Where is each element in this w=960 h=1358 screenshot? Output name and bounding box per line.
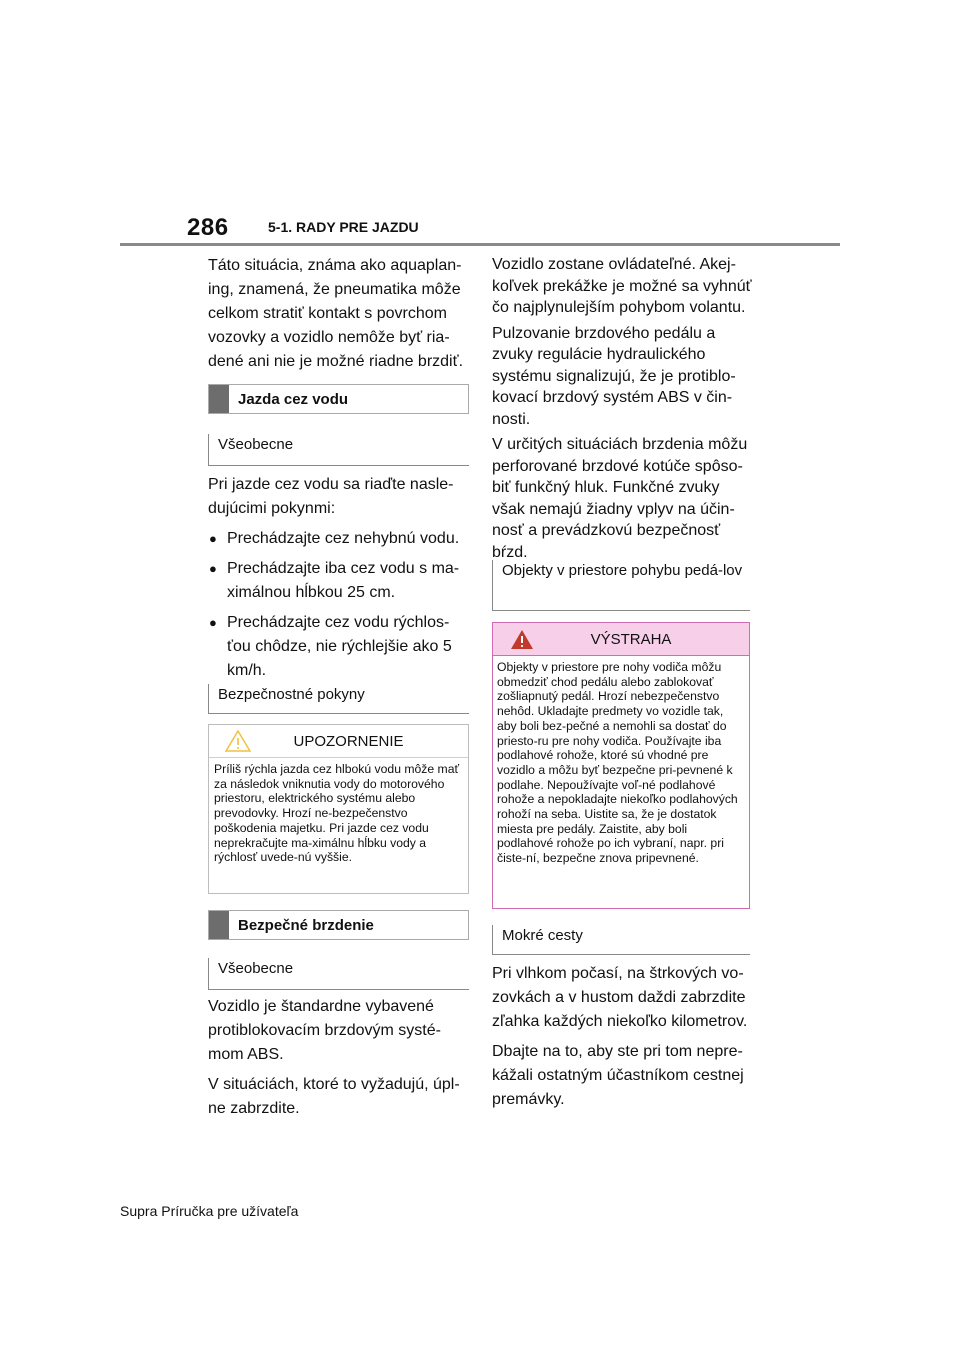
header-divider (120, 243, 840, 246)
heading-marker (209, 385, 229, 413)
notice-title: UPOZORNENIE (293, 732, 404, 750)
water-section (208, 473, 468, 689)
notice-text: Príliš rýchla jazda cez hlbokú vodu môže mať za následok vniknutia vody do motorového priestoru, elektrického systému alebo prevodovky. Hrozí ne-bezpečenstvo poškodenia majetku. Pri jazde cez vodu neprekračujte ma-ximálnu hĺbku vody a rýchlosť uvede-nú vyššie. (214, 762, 460, 865)
warning-text: Objekty v priestore pre nohy vodiča môžu obmedziť chod pedálu alebo zablokovať zošliapnutý pedál. Hrozí nebezpečenstvo nehôd. Ukladajte predmety vo vozidle tak, aby boli bez-pečné a nemohli sa dostať do priesto-ru pre nohy vodiča. Používajte iba podlahové rohože, ktoré sú vhodné pre vozidlo a môžu byť bezpečne pri-pevnené k podlahe. Nepoužívajte voľ-né podlahové rohože a nepokladajte niekoľko podlahových rohoží na seba. Uistite sa, že je dostatok miesta pre pedály. Zaistite, aby boli podlahové rohože po ich vybraní, napr. pri čiste-ní, bezpečne znova pripevnené. (497, 660, 738, 866)
right-paragraph-3: V určitých situáciách brzdenia môžu perforované brzdové kotúče spôso-biť funkčný hluk. Funkčné zvuky však nemajú žiadny vplyv na účin-nosť a prevádzkovú bezpečnosť bŕzd. (492, 436, 748, 561)
subheading-general-1 (208, 434, 469, 466)
right-paragraph-2: Pulzovanie brzdového pedálu a zvuky regulácie hydraulického systému signalizujú, že je protiblo-kovací brzdový systém ABS v čin-nosti. (492, 324, 736, 428)
braking-paragraph-2: V situáciách, ktoré to vyžadujú, úpl-ne zabrzdite. (208, 1076, 460, 1117)
subheading-general-1-label: Všeobecne (218, 436, 294, 453)
warning-title: VÝSTRAHA (590, 630, 672, 648)
notice-header (209, 725, 468, 758)
subheading-wet-roads (492, 925, 750, 955)
heading-marker (209, 911, 229, 939)
footer-title: Supra Príručka pre užívateľa (120, 1203, 299, 1219)
section-title: 5-1. RADY PRE JAZDU (268, 219, 419, 235)
water-instructions-list (208, 527, 468, 683)
list-item: ● Prechádzajte cez nehybnú vodu. (208, 527, 468, 551)
warning-triangle-icon (510, 629, 534, 650)
left-column (208, 254, 468, 380)
subheading-pedal-objects (492, 560, 750, 611)
page-number: 286 (187, 214, 229, 241)
caution-triangle-icon (225, 730, 251, 752)
heading-braking-label: Bezpečné brzdenie (238, 916, 374, 934)
heading-safe-braking (208, 910, 469, 940)
wet-paragraph-1: Pri vlhkom počasí, na štrkových vo-zovkách a v hustom daždi zabrzdite zľahka každých niekoľko kilometrov. (492, 965, 748, 1030)
subheading-wet-roads-label: Mokré cesty (502, 927, 583, 944)
heading-water-label: Jazda cez vodu (238, 390, 349, 408)
warning-box (492, 622, 750, 909)
subheading-pedal-objects-label: Objekty v priestore pohybu pedá-lov (502, 562, 743, 579)
subheading-general-2 (208, 958, 469, 990)
wet-paragraph-2: Dbajte na to, aby ste pri tom nepre-kážali ostatným účastníkom cestnej premávky. (492, 1043, 744, 1108)
right-paragraph-1: Vozidlo zostane ovládateľné. Akej-koľvek prekážke je možné sa vyhnúť čo najplynulejším pohybom volantu. (492, 256, 752, 316)
wet-roads-section (492, 962, 750, 1118)
intro-paragraph: Táto situácia, známa ako aquaplan-ing, znamená, že pneumatika môže celkom stratiť kontakt s povrchom vozovky a vozidlo nemôže byť ria-dené ani nie je možné riadne brzdiť. (208, 257, 464, 370)
subheading-safety-label: Bezpečnostné pokyny (218, 686, 365, 703)
braking-section (208, 995, 468, 1127)
subheading-general-2-label: Všeobecne (218, 960, 294, 977)
list-item: ● Prechádzajte cez vodu rýchlos-ťou chôdze, nie rýchlejšie ako 5 km/h. (208, 611, 468, 683)
braking-paragraph-1: Vozidlo je štandardne vybavené protiblokovacím brzdovým systé-mom ABS. (208, 998, 441, 1063)
water-intro: Pri jazde cez vodu sa riaďte nasle-dujúcimi pokynmi: (208, 476, 454, 517)
notice-box (208, 724, 469, 894)
right-column (492, 254, 752, 567)
subheading-safety (208, 684, 469, 714)
heading-water-driving (208, 384, 469, 414)
warning-header (493, 623, 749, 656)
list-item: ● Prechádzajte iba cez vodu s ma-ximálnou hĺbkou 25 cm. (208, 557, 468, 605)
